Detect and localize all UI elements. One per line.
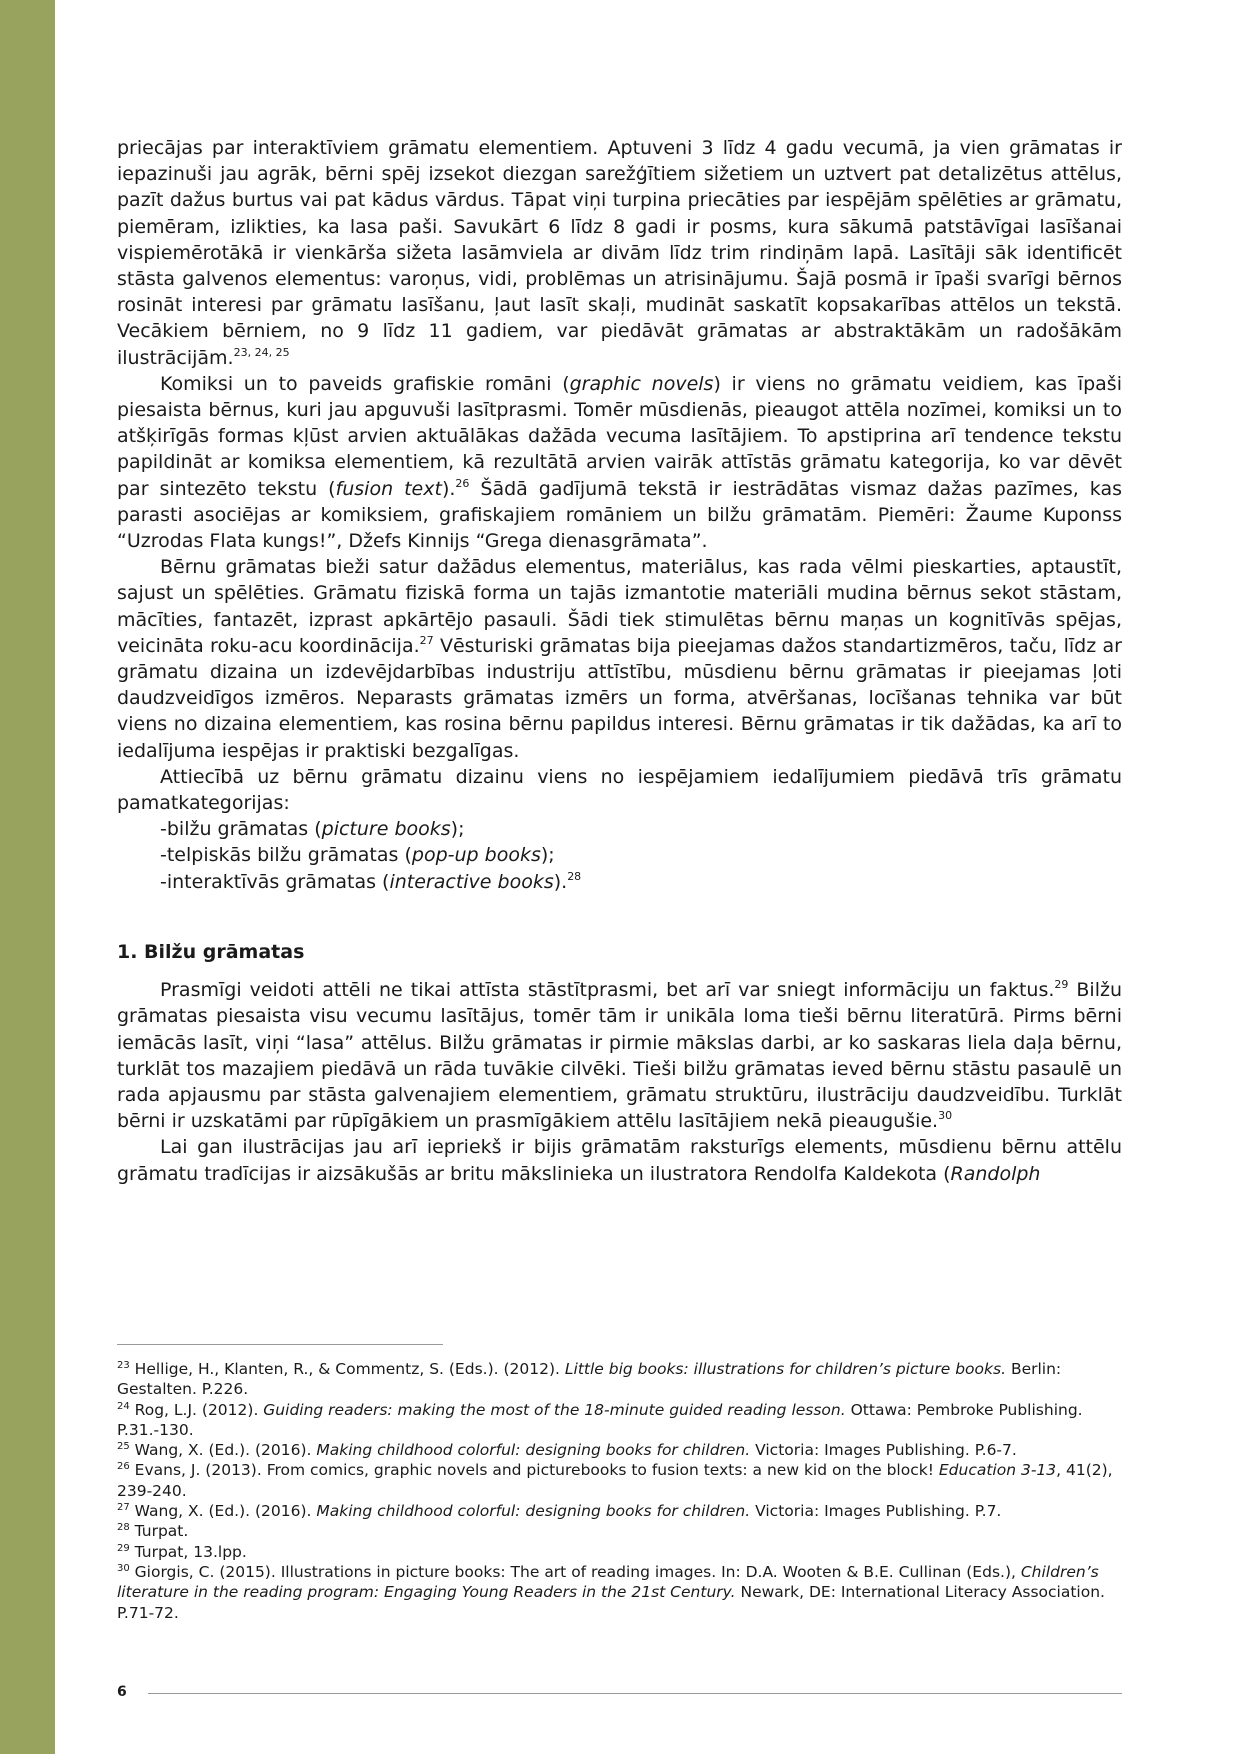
footnote-ref[interactable]: 23, 24, 25 (233, 345, 290, 359)
list-item: -telpiskās bilžu grāmatas (pop-up books); (160, 844, 555, 867)
footnote-ref[interactable]: 29 (1054, 978, 1069, 992)
footnote: $^{28}$ Turpat. (117, 1522, 189, 1541)
footnote: $^{23}$ Hellige, H., Klanten, R., & Commentz, S. (Eds.). (2012). Little big books: illustrations for children’s picture books. Berlin: Gestalten. P.226. (117, 1360, 1062, 1399)
paragraph: priecājas par interaktīviem grāmatu elementiem. Aptuveni 3 līdz 4 gadu vecumā, ja vien grāmatas ir iepazinuši jau agrāk, bērni spēj izsekot diezgan sarežģītiem sižetiem un uztvert pat detalizētus attēlus, pazīt dažus burtus vai pat kādus vārdus. Tāpat viņi turpina priecāties par iespējām spēlēties ar grāmatu, piemēram, izlikties, ka lasa paši. Savukārt 6 līdz 8 gadi ir posms, kura sākumā patstāvīgai lasīšanai vispiemērotākā ir vienkārša sižeta lasāmviela ar divām līdz trim rindiņām lapā. Lasītāji sāk identificēt stāsta galvenos elementus: varoņus, vidi, problēmas un atrisinājumu. Šajā posmā ir īpaši svarīgi bērnos rosināt interesi par grāmatu lasīšanu, ļaut lasīt skaļi, mudināt saskatīt kopsakarības attēlos un tekstā. Vecākiem bērniem, no 9 līdz 11 gadiem, var piedāvāt grāmatas ar abstraktākām un radošākām ilustrācijām.$^{23, 24, 25}$ (117, 137, 1122, 369)
footnote: $^{27}$ Wang, X. (Ed.). (2016). Making childhood colorful: designing books for children. Victoria: Images Publishing. P.7. (117, 1502, 1002, 1521)
side-color-bar (0, 0, 55, 1754)
footnote-number: 25 (117, 1441, 130, 1453)
footnote-number: 28 (117, 1522, 130, 1534)
page-number: 6 (117, 1684, 127, 1700)
footnotes (117, 1359, 1122, 1623)
footnote: $^{29}$ Turpat, 13.lpp. (117, 1542, 247, 1561)
footnote-ref[interactable]: 28 (567, 869, 582, 883)
list-item: -bilžu grāmatas (picture books); (160, 818, 465, 841)
footnote: $^{25}$ Wang, X. (Ed.). (2016). Making childhood colorful: designing books for children. Victoria: Images Publishing. P.6-7. (117, 1441, 1017, 1460)
footnote-ref[interactable]: 27 (419, 633, 434, 647)
footnote-number: 30 (117, 1562, 130, 1574)
list-item: -interaktīvās grāmatas (interactive books).$^{28}$ (160, 869, 582, 893)
footnote-number: 27 (117, 1502, 130, 1514)
footer-rule (148, 1693, 1122, 1694)
paragraph: Bērnu grāmatas bieži satur dažādus elementus, materiālus, kas rada vēlmi pieskarties, aptaustīt, sajust un spēlēties. Grāmatu fiziskā forma un tajās izmantotie materiāli mudina bērnus sekot stāstam, mācīties, fantazēt, izprast apkārtējo pasauli. Šādi tiek stimulētas bērnu maņas un kognitīvās spējas, veicināta roku-acu koordinācija.$^{27}$ Vēsturiski grāmatas bija pieejamas dažos standartizmēros, taču, līdz ar grāmatu dizaina un izdevējdarbības industriju attīstību, mūsdienu bērnu grāmatas ir pieejamas ļoti daudzveidīgos izmēros. Neparasts grāmatas izmērs un forma, atvēršanas, locīšanas tehnika var būt viens no dizaina elementiem, kas rosina bērnu papildus interesi. Bērnu grāmatas ir tik dažādas, ka arī to iedalījuma iespējas ir praktiski bezgalīgas. (117, 556, 1122, 762)
footnote-number: 24 (117, 1400, 130, 1412)
footnote-number: 26 (117, 1461, 130, 1473)
footnote-number: 23 (117, 1360, 130, 1371)
footnote: $^{30}$ Giorgis, C. (2015). Illustrations in picture books: The art of reading images. In: D.A. Wooten & B.E. Cullinan (Eds.), Children’s literature in the reading program: Engaging Young Readers in the 21st Century. Newark, DE: International Literacy Association. P.71-72. (117, 1562, 1105, 1622)
paragraph: Komiksi un to paveids grafiskie romāni (graphic novels) ir viens no grāmatu veidiem, kas īpaši piesaista bērnus, kuri jau apguvuši lasītprasmi. Tomēr mūsdienās, pieaugot attēla nozīmei, komiksi un to atšķirīgās formas kļūst arvien aktuālākas dažāda vecuma lasītājiem. To apstiprina arī tendence tekstu papildināt ar komiksa elementiem, kā rezultātā arvien vairāk attīstās grāmatu kategorija, ko var dēvēt par sintezēto tekstu (fusion text).$^{26}$ Šādā gadījumā tekstā ir iestrādātas vismaz dažas pazīmes, kas parasti asociējas ar komiksiem, grafiskajiem romāniem un bilžu grāmatām. Piemēri: Žaume Kuponss “Uzrodas Flata kungs!”, Džefs Kinnijs “Grega dienasgrāmata”. (117, 372, 1122, 553)
paragraph: Attiecībā uz bērnu grāmatu dizainu viens no iespējamiem iedalījumiem piedāvā trīs grāmatu pamatkategorijas: (117, 765, 1122, 815)
footnote: $^{26}$ Evans, J. (2013). From comics, graphic novels and picturebooks to fusion texts: a new kid on the block! Education 3-13, 41(2), 239-240. (117, 1461, 1113, 1500)
footnote-number: 29 (117, 1542, 130, 1554)
footnote: $^{24}$ Rog, L.J. (2012). Guiding readers: making the most of the 18-minute guided reading lesson. Ottawa: Pembroke Publishing. P.31.-130. (117, 1400, 1083, 1439)
footnote-ref[interactable]: 30 (938, 1109, 953, 1123)
footnote-ref[interactable]: 26 (455, 476, 470, 490)
footnote-separator (117, 1344, 443, 1345)
section-heading: 1. Bilžu grāmatas (117, 940, 305, 963)
main-text (117, 135, 1122, 1187)
paragraph: Prasmīgi veidoti attēli ne tikai attīsta stāstītprasmi, bet arī var sniegt informāciju un faktus.$^{29}$ Bilžu grāmatas piesaista visu vecumu lasītājus, tomēr tām ir unikāla loma tieši bērnu literatūrā. Pirms bērni iemācās lasīt, viņi “lasa” attēlus. Bilžu grāmatas ir pirmie mākslas darbi, ar ko saskaras liela daļa bērnu, turklāt tos mazajiem piedāvā un rāda tuvākie cilvēki. Tieši bilžu grāmatas ieved bērnu stāstu pasaulē un rada apjausmu par stāsta galvenajiem elementiem, grāmatu struktūru, ilustrāciju daudzveidību. Turklāt bērni ir uzskatāmi par rūpīgākiem un prasmīgākiem attēlu lasītājiem nekā pieaugušie.$^{30}$ (117, 978, 1122, 1133)
paragraph: Lai gan ilustrācijas jau arī iepriekš ir bijis grāmatām raksturīgs elements, mūsdienu bērnu attēlu grāmatu tradīcijas ir aizsākušās ar britu mākslinieka un ilustratora Rendolfa Kaldekota (Randolph (117, 1136, 1122, 1185)
